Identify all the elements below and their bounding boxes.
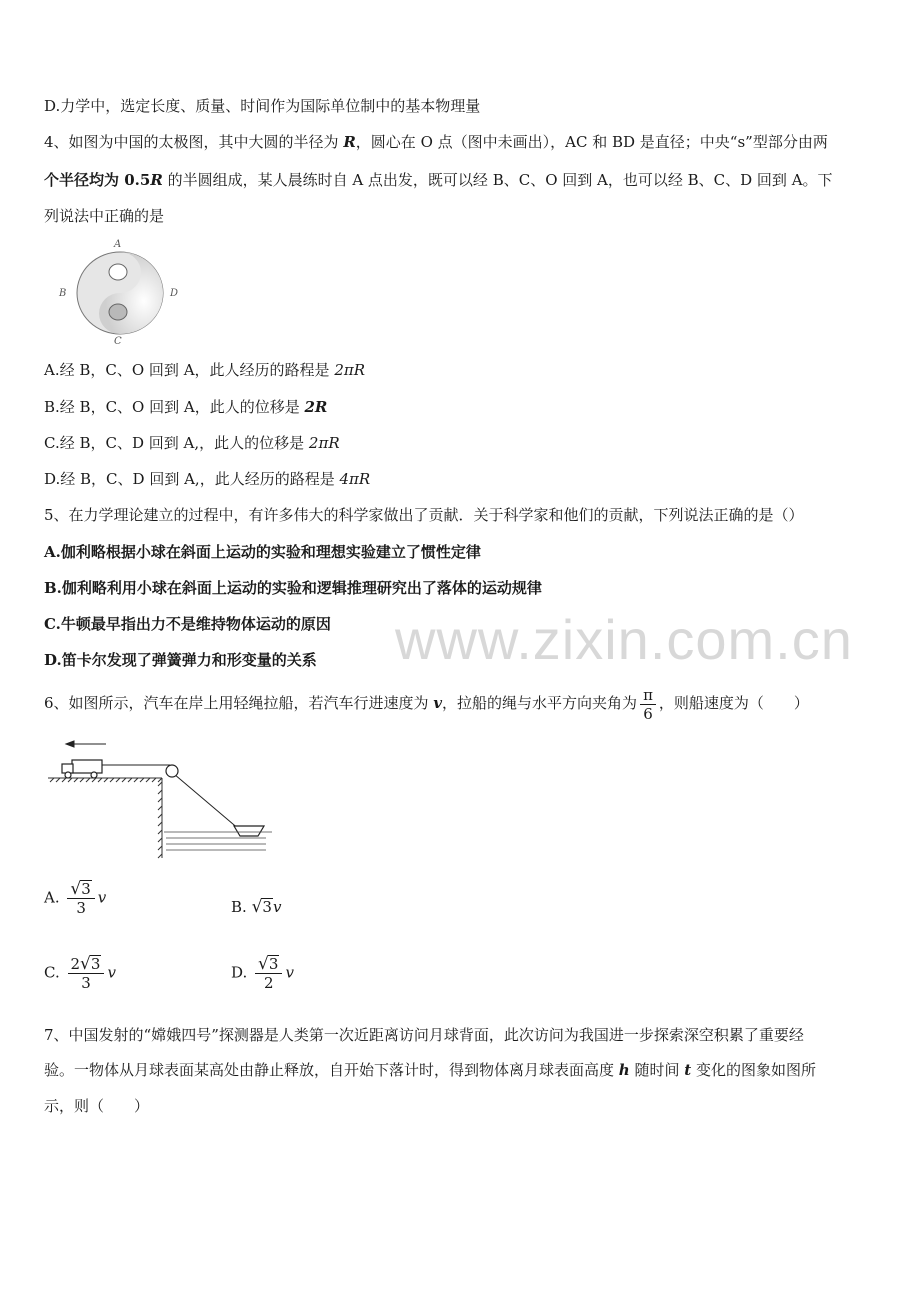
q6-stem: 6、如图所示，汽车在岸上用轻绳拉船，若汽车行进速度为 v，拉船的绳与水平方向夹角为 $\frac{\pi}{6}$ ，则船速度为（ ） bbox=[44, 685, 809, 723]
q4-option-d: D.经 B，C、D 回到 A,，此人经历的路程是 4πR bbox=[44, 470, 371, 488]
velocity-arrow bbox=[66, 741, 106, 747]
label-b: B bbox=[59, 288, 67, 299]
q4-option-b: B.经 B，C、O 回到 A，此人的位移是 2R bbox=[44, 398, 328, 416]
q5-option-c: C.牛顿最早指出力不是维持物体运动的原因 bbox=[44, 615, 331, 633]
car bbox=[62, 760, 102, 778]
q7-stem-line-1: 7、中国发射的“嫦娥四号”探测器是人类第一次近距离访问月球背面，此次访问为我国进一步探索深空积累了重要经 bbox=[44, 1026, 804, 1044]
q4-option-c: C.经 B，C、D 回到 A,，此人的位移是 2πR bbox=[44, 434, 340, 452]
taiji-dot-top bbox=[109, 264, 127, 280]
q5-option-d: D.笛卡尔发现了弹簧弹力和形变量的关系 bbox=[44, 651, 317, 669]
q7-stem-line-2: 验。一物体从月球表面某高处由静止释放，自开始下落计时，得到物体离月球表面高度 h 随时间 t 变化的图象如图所 bbox=[44, 1061, 816, 1079]
q5-stem: 5、在力学理论建立的过程中，有许多伟大的科学家做出了贡献．关于科学家和他们的贡献，下列说法正确的是（） bbox=[44, 506, 804, 524]
q4-stem-line-1: 4、如图为中国的太极图，其中大圆的半径为 R，圆心在 O 点（图中未画出），AC 和 BD 是直径；中央“s”型部分由两 bbox=[44, 133, 828, 151]
boat bbox=[234, 826, 264, 836]
taiji-dot-bottom bbox=[109, 304, 127, 320]
watermark: www.zixin.com.cn bbox=[395, 608, 853, 671]
q3-option-d: D.力学中，选定长度、质量、时间作为国际单位制中的基本物理量 bbox=[44, 97, 481, 115]
q6-option-c: C. $\frac{2√3}{3}$ v bbox=[44, 954, 116, 992]
label-a: A bbox=[114, 239, 122, 250]
q5-option-b: B.伽利略利用小球在斜面上运动的实验和逻辑推理研究出了落体的运动规律 bbox=[44, 579, 542, 597]
label-c: C bbox=[114, 336, 122, 346]
q6-option-b: B. √3v bbox=[231, 897, 282, 917]
q4-option-a: A.经 B，C、O 回到 A，此人经历的路程是 2πR bbox=[44, 361, 366, 379]
label-d: D bbox=[170, 288, 179, 299]
pulley bbox=[166, 765, 178, 777]
shore-ground bbox=[48, 778, 162, 858]
q4-stem-line-2: 个半径均为 0.5R 的半圆组成，某人晨练时自 A 点出发，既可以经 B、C、O 回到 A，也可以经 B、C、D 回到 A。下 bbox=[44, 171, 833, 189]
q6-option-d: D. $\frac{√3}{2}$ v bbox=[231, 954, 294, 992]
q5-option-a: A.伽利略根据小球在斜面上运动的实验和理想实验建立了惯性定律 bbox=[44, 543, 481, 561]
q7-stem-line-3: 示，则（ ） bbox=[44, 1097, 150, 1115]
angle-fraction: $\frac{\pi}{6}$ bbox=[640, 686, 656, 723]
car-boat-figure bbox=[44, 734, 274, 864]
taiji-figure bbox=[56, 238, 186, 346]
q6-option-a: A. $\frac{√3}{3}$ v bbox=[44, 879, 107, 917]
q4-stem-line-3: 列说法中正确的是 bbox=[44, 207, 165, 225]
